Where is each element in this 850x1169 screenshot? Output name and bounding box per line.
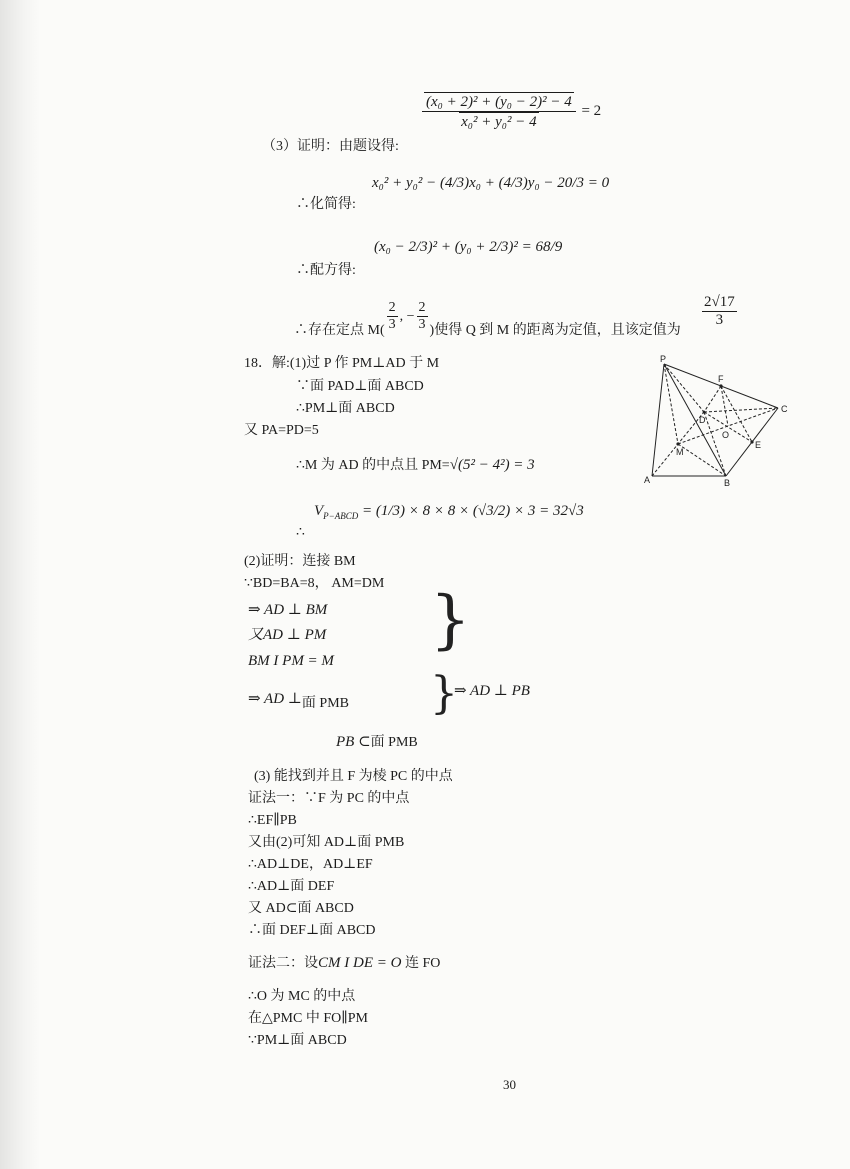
p3-line6: ∴AD⊥面 DEF — [248, 879, 335, 894]
segment-FD — [704, 386, 721, 412]
right-brace-2: } — [430, 668, 458, 719]
label-M: M — [676, 447, 684, 457]
p3-line9-c: 连 FO — [404, 956, 441, 971]
q18-line5-eq: √(5² − 4²) = 3 — [449, 457, 535, 473]
simplify-label: ∴化简得: — [296, 197, 356, 212]
p3-line3: ∴EF∥PB — [248, 813, 297, 828]
equation-1 — [420, 92, 601, 132]
page-edge-shadow — [0, 0, 40, 1169]
p2-line6 — [248, 692, 349, 711]
p3-line7: 又 AD⊂面 ABCD — [248, 901, 354, 916]
p3-line1: (3) 能找到并且 F 为棱 PC 的中点 — [254, 769, 453, 784]
q18-line5-pre: ∴M 为 AD 的中点且 PM= — [296, 458, 450, 473]
eq1-numerator: (x₀ + 2)² + (y₀ − 2)² − 4 — [426, 94, 572, 110]
p2-line4: 又AD ⊥ PM — [248, 627, 327, 643]
p3-line11: 在△PMC 中 FO∥PM — [248, 1011, 368, 1026]
p2-line7-a: PB ⊂ — [336, 734, 371, 750]
fixed-point-post: )使得 Q 到 M 的距离为定值，且该定值为 — [429, 322, 681, 338]
equation-2: x₀² + y₀² − (4/3)x₀ + (4/3)y₀ − 20/3 = 0 — [372, 175, 610, 191]
p3-line10: ∴O 为 MC 的中点 — [248, 989, 356, 1004]
p2-line1: (2)证明：连接 BM — [244, 554, 356, 569]
p3-line5: ∴AD⊥DE，AD⊥EF — [248, 857, 373, 872]
segment-MB — [678, 444, 726, 476]
label-B: B — [724, 478, 731, 487]
fp-frac1-num: 2 — [387, 300, 398, 317]
part3-label: （3）证明：由题设得: — [262, 139, 399, 154]
p3-line9-a: 证法二：设 — [248, 956, 318, 971]
complete-square-label: ∴配方得: — [296, 263, 356, 278]
p2-conclusion: ⇒ AD ⊥ PB — [454, 683, 530, 699]
eq1-denominator: x₀² + y₀² − 4 — [461, 114, 537, 131]
q18-line4: 又 PA=PD=5 — [244, 423, 319, 438]
label-O: O — [722, 430, 730, 440]
p3-line12: ∵PM⊥面 ABCD — [248, 1033, 347, 1048]
page-number: 30 — [503, 1077, 516, 1092]
p2-line6-b: 面 PMB — [301, 696, 349, 711]
volume-equation: $V_{P-ABCD} = (1/3) \times 8 \times 8 \times (√3/2) \times 3 = 32√3$ — [314, 503, 584, 521]
q18-line5 — [296, 458, 535, 473]
eq1-rhs: = 2 — [581, 103, 602, 120]
p2-line6-a: ⇒ AD ⊥ — [248, 691, 302, 707]
right-brace-1: } — [430, 583, 471, 657]
edge-PA — [652, 364, 664, 476]
fp-frac1-den: 3 — [388, 317, 396, 333]
p2-line3: ⇒ AD ⊥ BM — [248, 602, 328, 618]
volume-eq: = (1/3) × 8 × 8 × (√3/2) × 3 = 32√3 — [362, 503, 584, 519]
p2-line7-b: 面 PMB — [370, 735, 418, 750]
fixed-point-line: ∴存在定点 M( $\frac{2}{3}$ , − $\frac{2}{3}$ )使得 Q 到 M 的距离为定值，且该定值为 — [294, 300, 681, 338]
q18-line1: 18．解:(1)过 P 作 PM⊥AD 于 M — [244, 356, 440, 371]
p2-line5: BM I PM = M — [248, 653, 334, 669]
p3-line4: 又由(2)可知 AD⊥面 PMB — [248, 835, 405, 850]
fp-frac2-den: 3 — [418, 317, 426, 333]
p3-line9-b: CM I DE = O — [318, 955, 402, 971]
label-F: F — [718, 374, 724, 384]
label-D: D — [699, 415, 706, 425]
edge-DC — [704, 408, 778, 412]
label-P: P — [660, 354, 667, 364]
p3-line2: 证法一：∵F 为 PC 的中点 — [248, 791, 410, 806]
fp-frac2-num: 2 — [417, 300, 428, 317]
fixed-value-num: 2√17 — [702, 294, 737, 312]
p3-line8: ∴面 DEF⊥面 ABCD — [248, 923, 376, 938]
label-C: C — [781, 404, 788, 414]
volume-subscript: P−ABCD — [323, 511, 359, 521]
p2-line7 — [336, 735, 418, 750]
q18-line2: ∵面 PAD⊥面 ABCD — [296, 379, 424, 394]
volume-therefore: ∴ — [296, 525, 305, 540]
fixed-point-pre: ∴存在定点 M( — [294, 322, 385, 338]
p2-line2: ∵BD=BA=8， AM=DM — [244, 576, 385, 591]
q18-line3: ∴PM⊥面 ABCD — [296, 401, 395, 416]
diagonal-DB — [704, 412, 726, 476]
pyramid-figure — [630, 352, 800, 487]
label-A: A — [644, 475, 651, 485]
label-E: E — [755, 440, 762, 450]
fixed-value-den: 3 — [715, 312, 724, 329]
fixed-value — [700, 294, 739, 330]
p3-line9 — [248, 956, 440, 971]
equation-3: (x₀ − 2/3)² + (y₀ + 2/3)² = 68/9 — [374, 239, 563, 255]
